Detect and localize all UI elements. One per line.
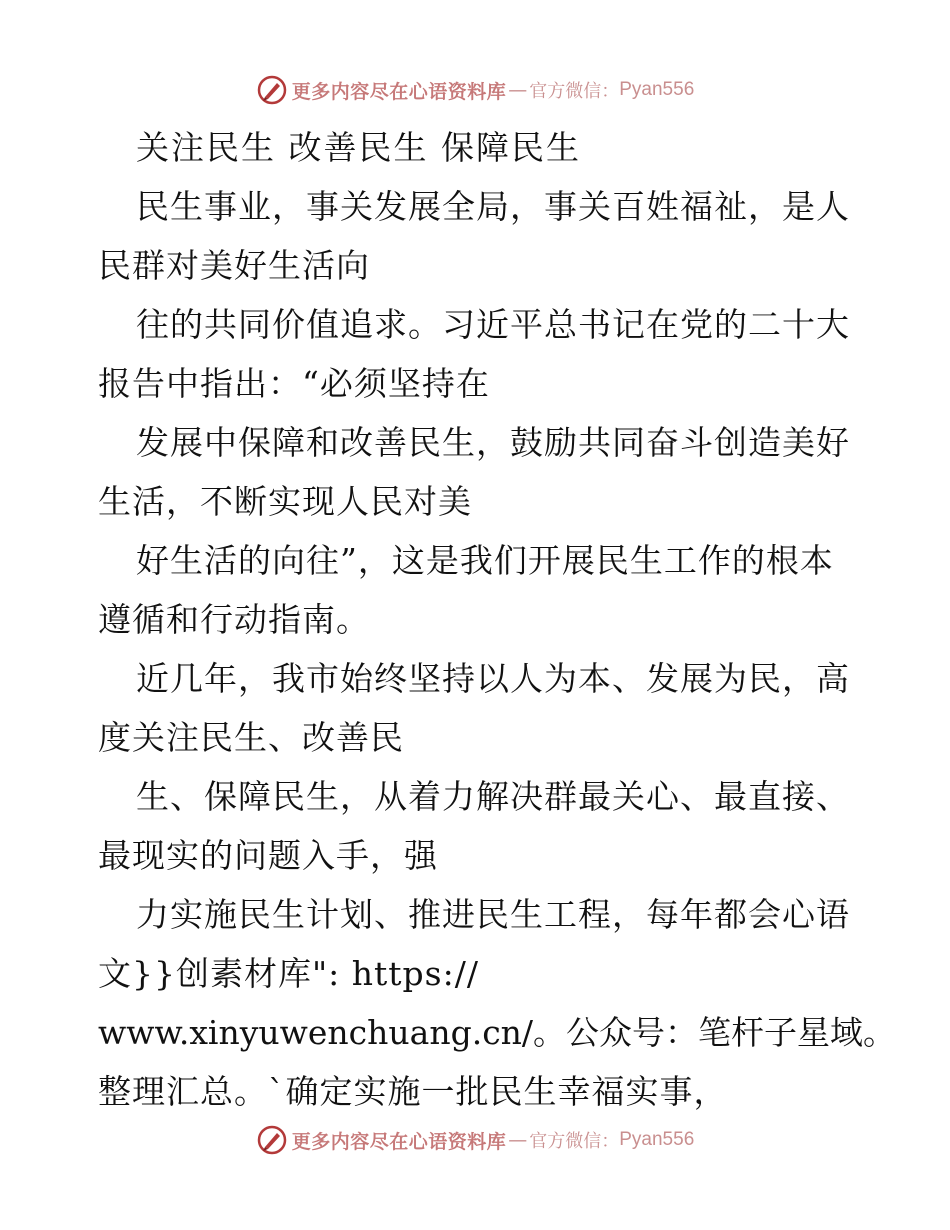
header-banner <box>0 70 950 110</box>
body-line: 度关注民生、改善民 <box>98 718 404 757</box>
body-line: 力实施民生计划、推进民生工程，每年都会心语 <box>136 895 850 934</box>
body-line: 生活，不断实现人民对美 <box>98 482 472 521</box>
header-banner-id: Pyan556 <box>619 79 695 100</box>
body-line: 近几年，我市始终坚持以人为本、发展为民，高 <box>136 659 850 698</box>
header-banner-sub: 官方微信 <box>529 81 602 102</box>
body-line: 文}}创素材库": https:// <box>98 954 479 993</box>
document-title: 关注民生 改善民生 保障民生 <box>136 128 581 167</box>
footer-banner-id: Pyan556 <box>619 1129 695 1150</box>
body-line: 民群对美好生活向 <box>98 246 370 285</box>
body-line: 最现实的问题入手，强 <box>98 836 438 875</box>
logo-icon <box>256 74 288 106</box>
footer-banner-colon: ： <box>601 1131 620 1152</box>
body-line: 好生活的向往”，这是我们开展民生工作的根本 <box>136 541 834 580</box>
body-line-url: www.xinyuwenchuang.cn/。公众号：笔杆子星域。 <box>98 1013 897 1052</box>
footer-banner-sub: 官方微信 <box>529 1131 602 1152</box>
logo-icon <box>256 1124 288 1156</box>
body-line: 往的共同价值追求。习近平总书记在党的二十大 <box>136 305 850 344</box>
header-banner-colon: ： <box>601 81 620 102</box>
body-line: 民生事业，事关发展全局，事关百姓福祉，是人 <box>136 187 850 226</box>
footer-banner-main: 更多内容尽在心语资料库 <box>291 1130 507 1153</box>
header-banner-main: 更多内容尽在心语资料库 <box>291 80 507 103</box>
header-banner-dash: — <box>508 79 528 101</box>
footer-banner-dash: — <box>508 1129 528 1151</box>
body-line: 遵循和行动指南。 <box>98 600 370 639</box>
body-line: 整理汇总。`确定实施一批民生幸福实事， <box>98 1072 728 1111</box>
body-line: 报告中指出：“必须坚持在 <box>98 364 490 403</box>
body-line: 发展中保障和改善民生，鼓励共同奋斗创造美好 <box>136 423 850 462</box>
document-body <box>98 118 897 1121</box>
body-line: 生、保障民生，从着力解决群最关心、最直接、 <box>136 777 850 816</box>
footer-banner <box>0 1120 950 1160</box>
